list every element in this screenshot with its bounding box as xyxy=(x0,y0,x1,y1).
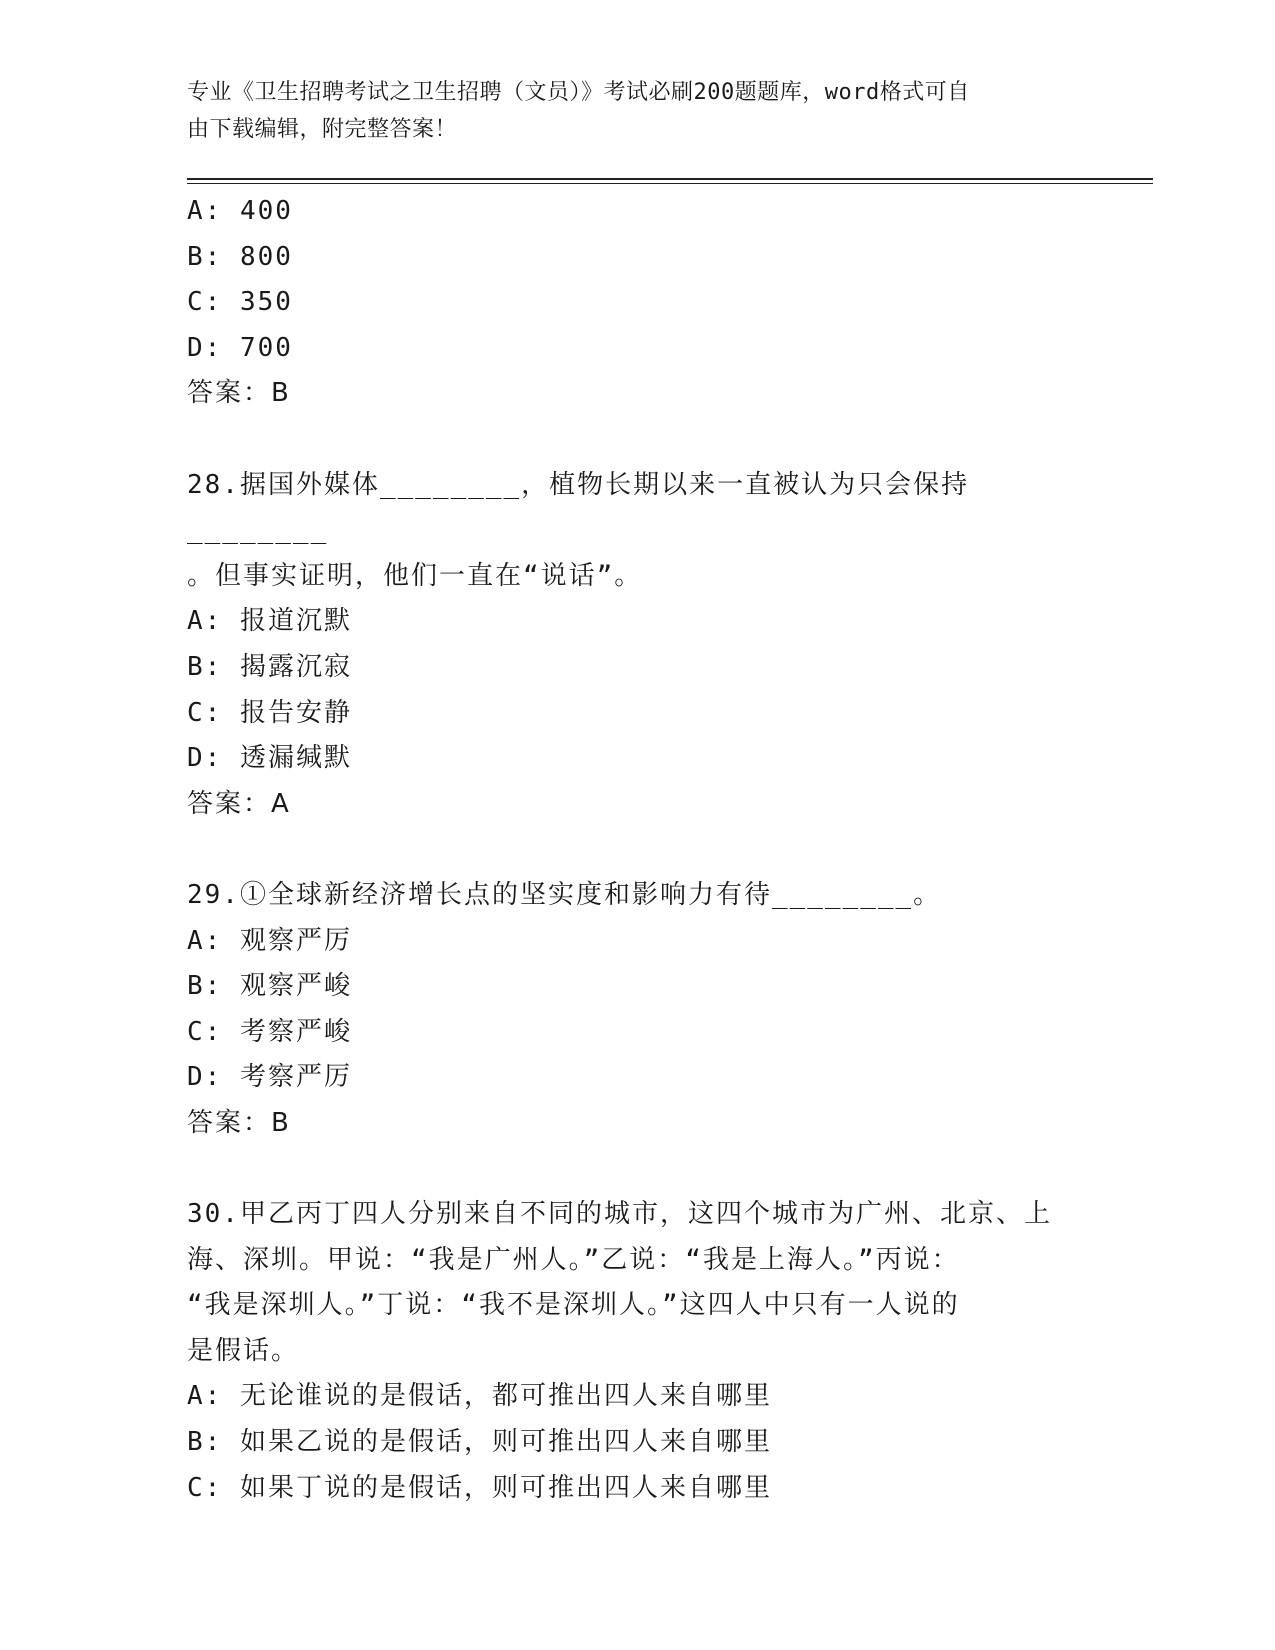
question-text: 28.据国外媒体________，植物长期以来一直被认为只会保持________ xyxy=(187,469,970,546)
option-d: D: 透漏缄默 xyxy=(187,743,352,774)
option-c: C: 报告安静 xyxy=(187,697,352,728)
option-b: B: 如果乙说的是假话，则可推出四人来自哪里 xyxy=(187,1427,772,1458)
header-divider-thin xyxy=(187,183,1153,184)
question-block-30 xyxy=(187,1192,1087,1511)
header-divider-thick xyxy=(187,178,1153,180)
header-line-2: 由下载编辑，附完整答案！ xyxy=(187,117,458,142)
option-a: A: 400 xyxy=(187,196,293,226)
option-c: C: 如果丁说的是假话，则可推出四人来自哪里 xyxy=(187,1472,772,1503)
option-d: D: 考察严厉 xyxy=(187,1062,352,1093)
question-text-cont: “我是深圳人。”丁说：“我不是深圳人。”这四人中只有一人说的 xyxy=(187,1290,960,1321)
answer-line: 答案：A xyxy=(187,788,291,819)
answer-line: 答案：B xyxy=(187,378,291,409)
option-a: A: 报道沉默 xyxy=(187,606,352,637)
option-b: B: 800 xyxy=(187,241,293,272)
question-text-cont: 。但事实证明，他们一直在“说话”。 xyxy=(187,560,643,591)
question-block-27 xyxy=(187,189,1087,417)
question-text-cont: 海、深圳。甲说：“我是广州人。”乙说：“我是上海人。”丙说： xyxy=(187,1244,960,1275)
option-b: B: 观察严峻 xyxy=(187,971,352,1002)
question-block-28 xyxy=(187,463,1087,828)
option-b: B: 揭露沉寂 xyxy=(187,651,352,682)
question-text: 30.甲乙丙丁四人分别来自不同的城市，这四个城市为广州、北京、上 xyxy=(187,1199,1052,1230)
question-text-cont: 是假话。 xyxy=(187,1335,300,1366)
option-d: D: 700 xyxy=(187,332,293,363)
header-line-1: 专业《卫生招聘考试之卫生招聘（文员）》考试必刷200题题库，word格式可自 xyxy=(187,80,970,105)
answer-line: 答案：B xyxy=(187,1107,291,1138)
document-header xyxy=(187,74,1067,148)
option-a: A: 观察严厉 xyxy=(187,925,352,956)
option-a: A: 无论谁说的是假话，都可推出四人来自哪里 xyxy=(187,1381,772,1412)
option-c: C: 考察严峻 xyxy=(187,1016,352,1047)
question-block-29 xyxy=(187,873,1087,1147)
option-c: C: 350 xyxy=(187,287,293,318)
question-list xyxy=(187,189,1087,1511)
question-text: 29.①全球新经济增长点的坚实度和影响力有待________。 xyxy=(187,879,942,910)
